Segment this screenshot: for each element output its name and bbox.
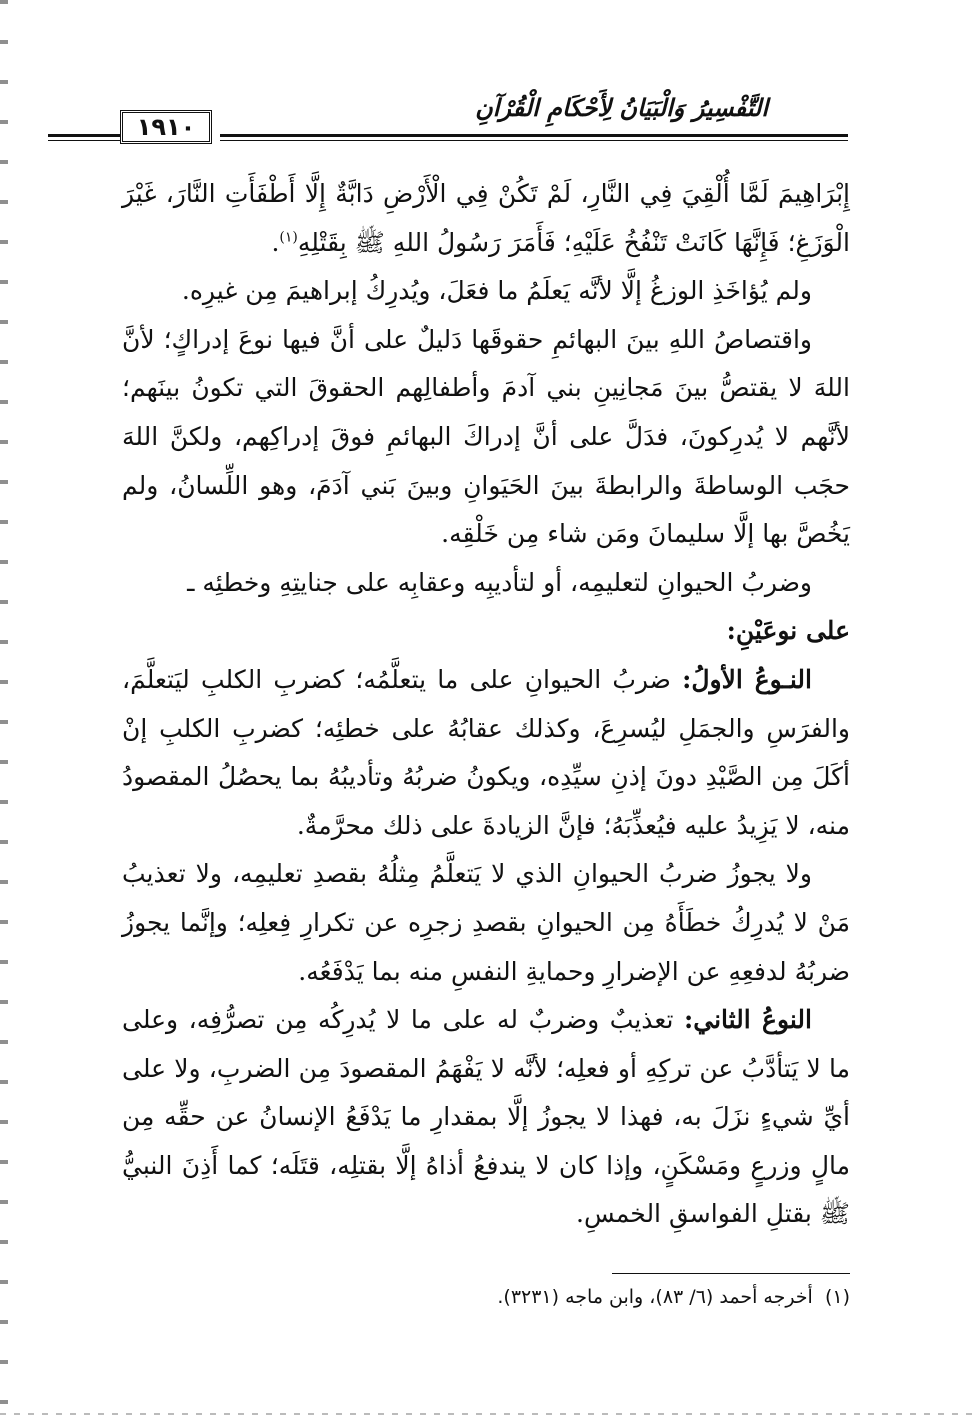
paragraph-text: وضربُ الحيوانِ لتعليمِه، أو لتأديبِه وعقابِه على جنايتِهِ وخطئِه ـ	[187, 567, 812, 597]
paragraph	[122, 316, 850, 559]
header-rule-thin	[220, 140, 848, 141]
section-lead: النـوعُ الأولُ:	[682, 664, 812, 694]
section-lead: النوعُ الثاني:	[684, 1005, 812, 1035]
paragraph	[122, 559, 850, 608]
paragraph	[122, 656, 850, 850]
paragraph	[122, 607, 850, 656]
paragraph-tail: .	[271, 227, 280, 257]
footnote-mark: (١)	[824, 1286, 850, 1308]
footnote-text: أخرجه أحمد (٦/ ٨٣)، وابن ماجه (٣٢٣١).	[497, 1286, 813, 1308]
paragraph	[122, 996, 850, 1239]
footnote-marker: (١)	[279, 229, 298, 246]
paragraph	[122, 170, 850, 267]
paragraph-text: واقتصاصُ اللهِ بينَ البهائمِ حقوقَها دَليلٌ على أنَّ فيها نوعَ إدراكٍ؛ لأنَّ اللهَ لا يقتصُّ بينَ مَجانِينِ بني آدمَ وأطفالِهم الحقوقَ التي تكونُ بينَهم؛ لأنَّهم لا يُدرِكونَ، فدَلَّ على أنَّ إدراكَ البهائمِ فوقَ إدراكِهم، ولكنَّ اللهَ حجَب الوساطةَ والرابطةَ بينَ الحَيَوانِ وبينَ بَني آدَمَ، وهو اللِّسانُ، ولم يَخُصَّ بها إلَّا سليمانَ ومَن شاء مِن خَلْقِه.	[122, 324, 850, 549]
header-rule-thin	[48, 140, 120, 141]
header-rule	[220, 134, 848, 137]
page-number-box	[120, 110, 212, 144]
scan-edge-marks	[0, 0, 8, 1417]
page-number: ١٩١٠	[136, 113, 196, 141]
section-lead: على نوعَيْنِ:	[726, 616, 850, 646]
header-rule	[48, 134, 120, 137]
footnote-separator	[612, 1273, 850, 1274]
paragraph-text: ولم يُؤاخَذِ الوزغُ إلَّا لأنَّه يَعلَمُ ما فعَلَ، ويُدرِكُ إبراهيمَ مِن غيرِه.	[181, 276, 812, 306]
book-title: التَّفْسِيرُ وَالْبَيَانُ لِأَحْكَامِ الْقُرْآنِ	[475, 94, 768, 122]
scan-bottom-marks	[0, 1413, 974, 1415]
paragraph-text: تعذيبٌ وضربٌ له على ما لا يُدرِكُه مِن تصرُّفِه، وعلى ما لا يَتأدَّبُ عن تركِهِ أو فعلِه؛ لأنَّه لا يَفْهَمُ المقصودَ مِن الضربِ، ولا على أيِّ شيءٍ نزَلَ به، فهذا لا يجوزُ إلَّا بمقدارِ ما يَدْفَعُ الإنسانُ عن حقِّه مِن مالٍ وزرعٍ ومَسْكَنٍ، وإذا كان لا يندفعُ أذاهُ إلَّا بقتلِه، قتَلَه؛ كما أَذِنَ النبيُّ ﷺ بقتلِ الفواسقِ الخمسِ.	[122, 1005, 850, 1229]
paragraph	[122, 267, 850, 316]
paragraph-text: إِبْرَاهِيمَ لَمَّا أُلْقِيَ فِي النَّارِ، لَمْ تَكُنْ فِي الْأَرْضِ دَابَّةٌ إِلَّا أَطْفَأَتِ النَّارَ، غَيْرَ الْوَزَغِ؛ فَإِنَّهَا كَانَتْ تَنْفُخُ عَلَيْهِ؛ فَأَمَرَ رَسُولُ اللهِ ﷺ بِقَتْلِهِ	[122, 179, 850, 257]
main-text	[122, 170, 850, 1239]
page-header	[120, 94, 848, 164]
footnote	[122, 1286, 850, 1308]
paragraph-text: ولا يجوزُ ضربُ الحيوانِ الذي لا يَتعلَّمُ مِثلُهُ بقصدِ تعليمِه، ولا تعذيبُ مَنْ لا يُدرِكُ خطَأَهُ مِن الحيوانِ بقصدِ زجرِه عن تكرارِ فِعلِه؛ وإنَّما يجوزُ ضربُهُ لدفعِهِ عن الإضرارِ وحمايةِ النفسِ منه بما يَدْفَعُه.	[122, 859, 850, 986]
paragraph-text: ضربُ الحيوانِ على ما يتعلَّمُه؛ كضربِ الكلبِ ليَتعلَّمَ، والفرَسِ والجمَلِ ليُسرِعَ، وكذلك عقابُهُ على خطئِه؛ كضربِ الكلبِ إنْ أكَلَ مِن الصَّيْدِ دونَ إذنِ سيِّدِه، ويكونُ ضربُهُ وتأديبُهُ بما يحصُلُ المقصودُ منه، لا يَزِيدُ عليه فيُعذِّبَهُ؛ فإنَّ الزيادةَ على ذلك محرَّمةٌ.	[122, 664, 850, 840]
paragraph	[122, 850, 850, 996]
